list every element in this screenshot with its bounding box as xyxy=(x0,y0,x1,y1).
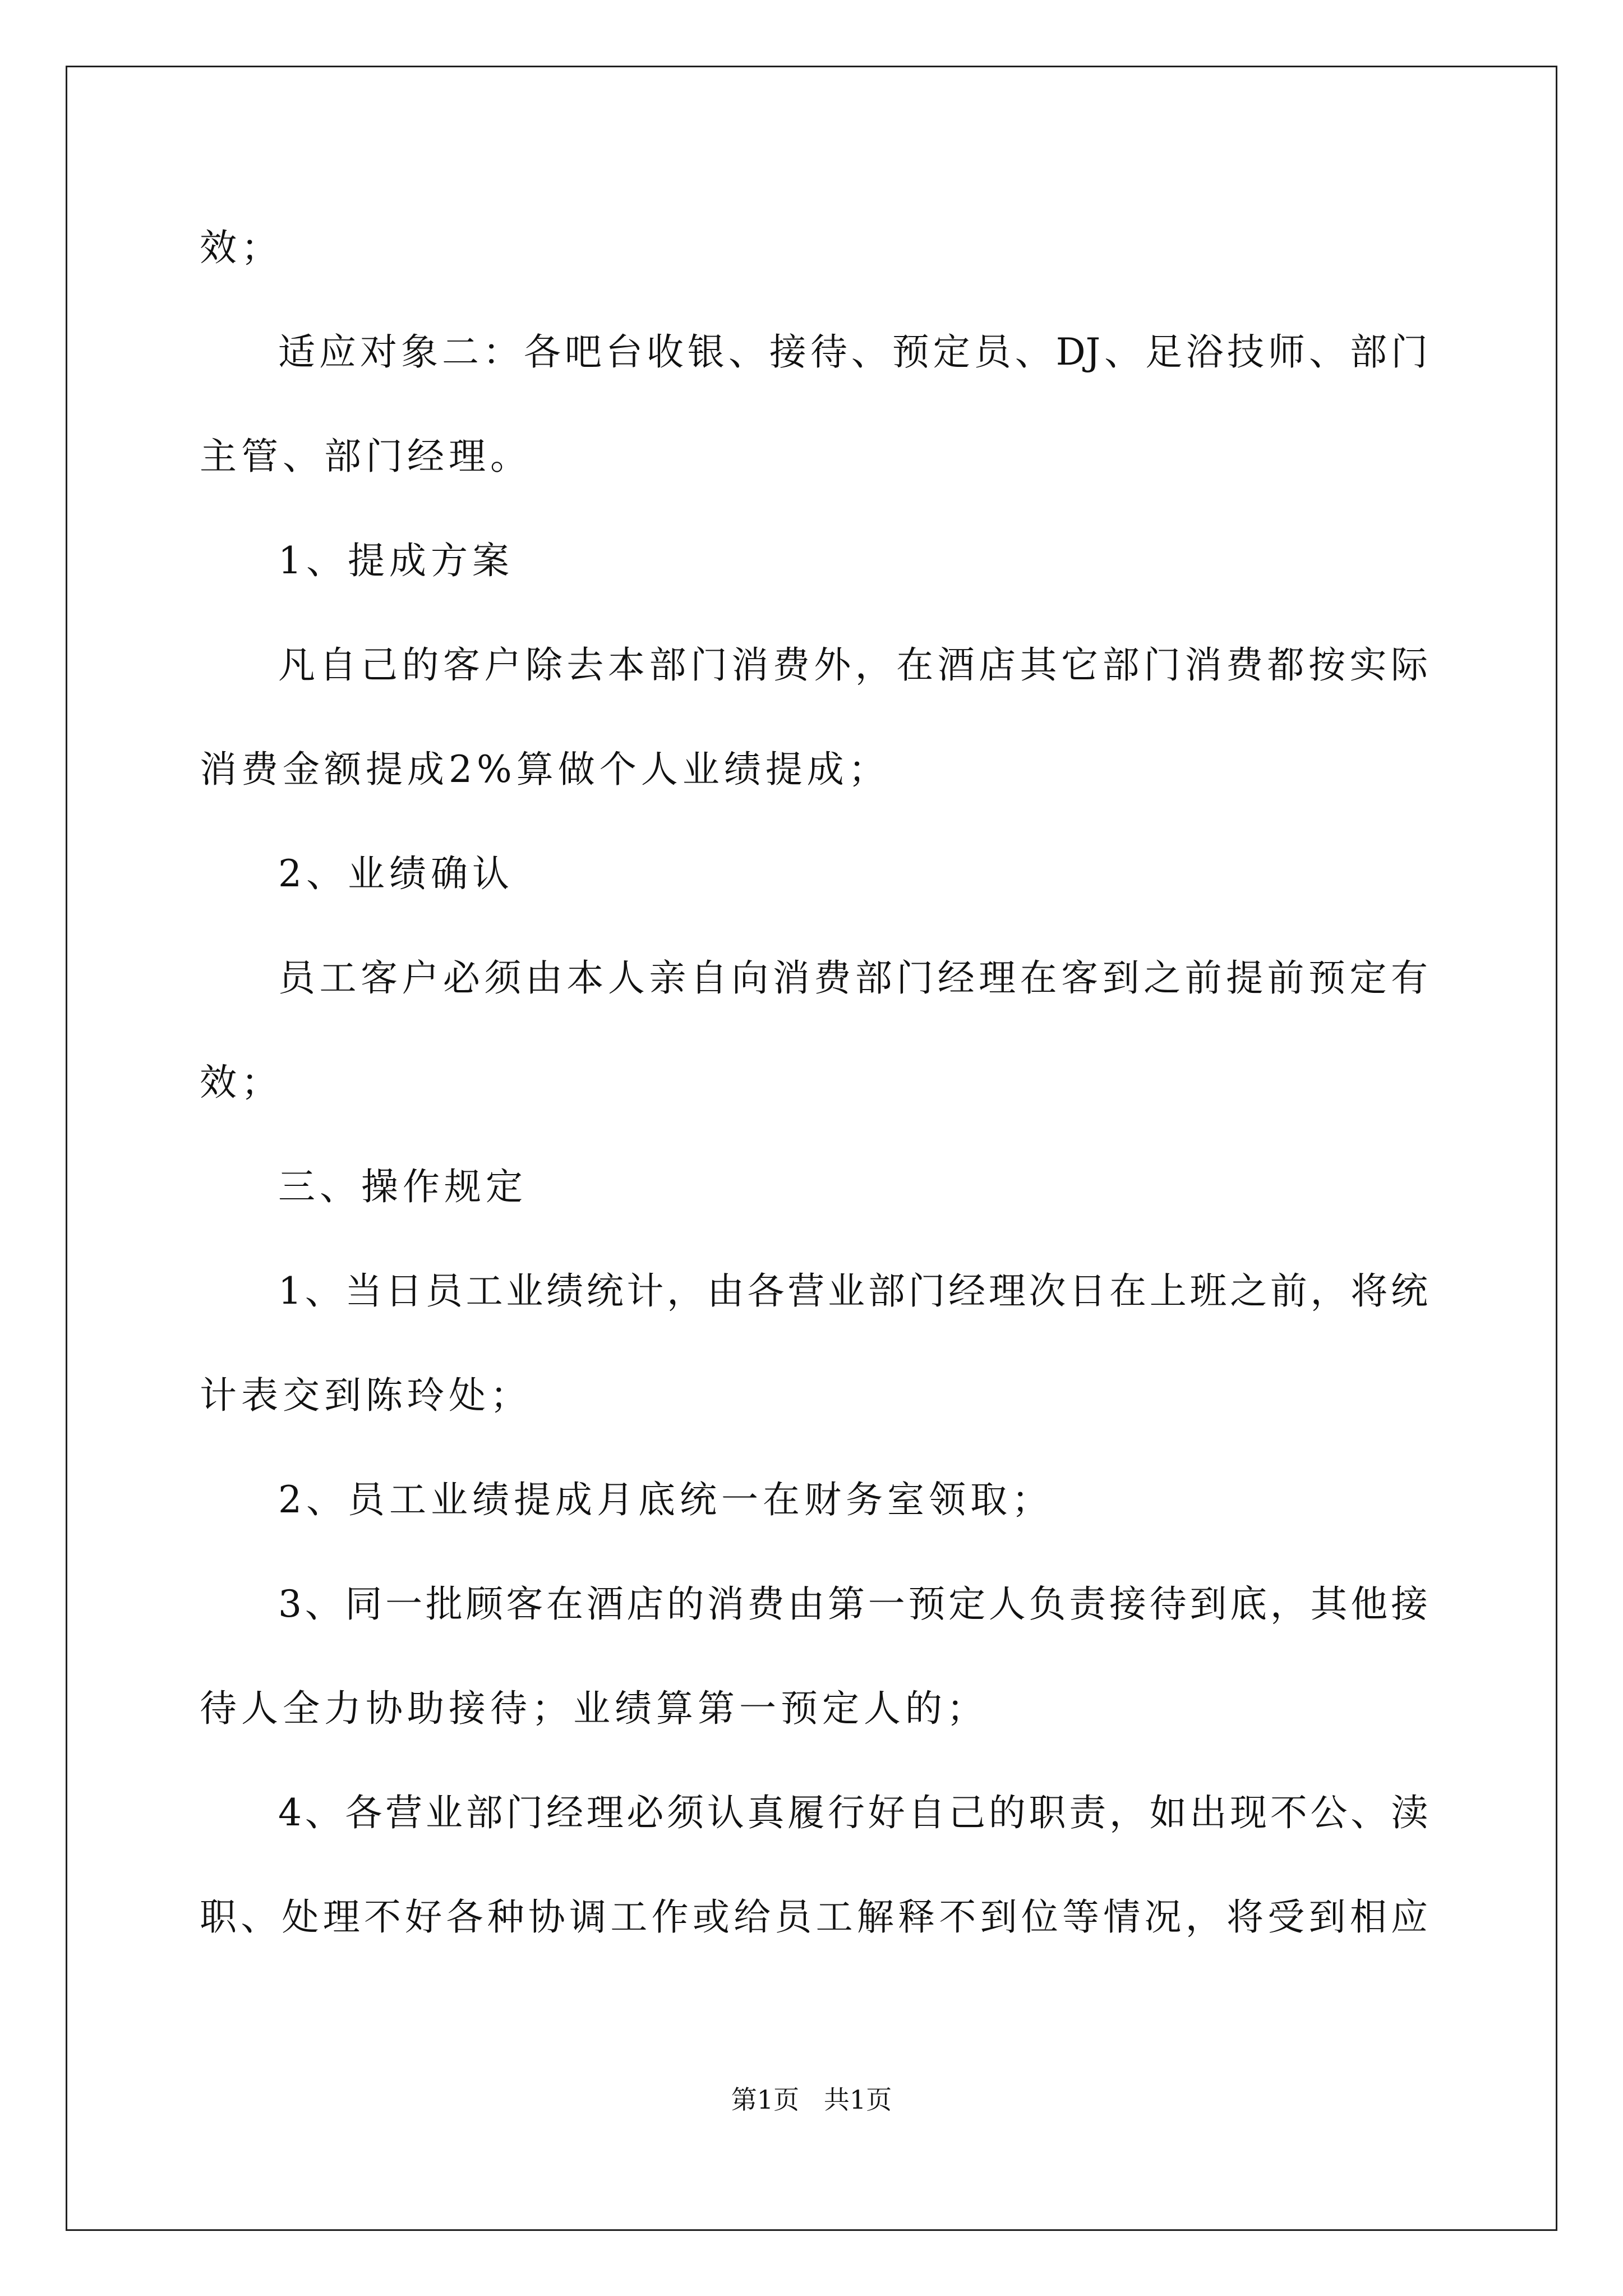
text-line: 员工客户必须由本人亲自向消费部门经理在客到之前提前预定有 xyxy=(278,956,1428,1000)
text-line: 消费金额提成2%算做个人业绩提成； xyxy=(200,748,890,791)
text-line: 适应对象二：各吧台收银、接待、预定员、DJ、足浴技师、部门 xyxy=(278,330,1428,374)
page-footer: 第1页 共1页 xyxy=(731,2085,892,2115)
text-line: 2、员工业绩提成月底统一在财务室领取； xyxy=(278,1478,1053,1521)
text-line: 效； xyxy=(200,1061,283,1104)
text-line: 职、处理不好各种协调工作或给员工解释不到位等情况，将受到相应 xyxy=(200,1895,1428,1939)
text-line: 凡自己的客户除去本部门消费外，在酒店其它部门消费都按实际 xyxy=(278,643,1428,687)
text-line: 3、同一批顾客在酒店的消费由第一预定人负责接待到底，其他接 xyxy=(278,1582,1428,1626)
text-line: 1、当日员工业绩统计，由各营业部门经理次日在上班之前，将统 xyxy=(278,1269,1428,1313)
section-heading: 2、业绩确认 xyxy=(278,852,514,895)
text-line: 待人全力协助接待；业绩算第一预定人的； xyxy=(200,1687,988,1730)
text-line: 效； xyxy=(200,226,283,269)
section-heading: 三、操作规定 xyxy=(278,1165,527,1208)
text-line: 计表交到陈玲处； xyxy=(200,1374,532,1417)
text-line: 主管、部门经理。 xyxy=(200,435,532,478)
section-heading: 1、提成方案 xyxy=(278,539,514,582)
text-line: 4、各营业部门经理必须认真履行好自己的职责，如出现不公、渎 xyxy=(278,1791,1428,1834)
